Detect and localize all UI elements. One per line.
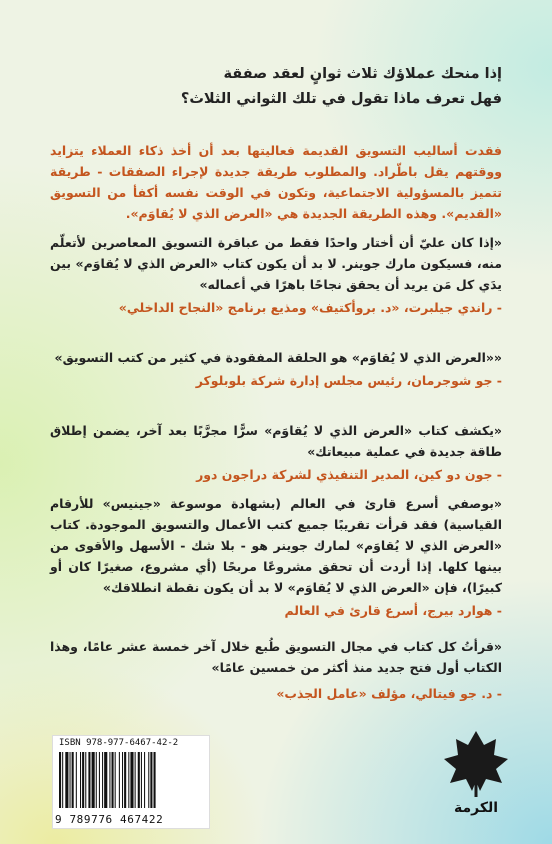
barcode-bar bbox=[92, 752, 95, 808]
endorsement-quote-5: «قرأتُ كل كتاب في مجال التسويق طُبع خلال آخر خمسة عشر عامًا، وهذا الكتاب أول فتح جديد منذ أكثر من خمسين عامًا» bbox=[50, 639, 502, 675]
isbn-barcode bbox=[52, 735, 210, 829]
barcode-bar bbox=[130, 752, 133, 808]
isbn-label: ISBN 978-977-6467-42-2 bbox=[59, 738, 179, 748]
barcode-bar bbox=[122, 752, 123, 808]
barcode-bar bbox=[72, 752, 74, 808]
barcode-bar bbox=[76, 752, 77, 808]
endorsement-author-3: - جون دو كين، المدير التنفيذي لشركة دراجون دور bbox=[196, 467, 502, 482]
barcode-bar bbox=[96, 752, 97, 808]
barcode-bar bbox=[148, 752, 149, 808]
endorsement-author-1: - راندي جيلبرت، «د. بروأكتيف» ومذيع برنامج «النجاح الداخلي» bbox=[118, 300, 502, 315]
barcode-bar bbox=[119, 752, 120, 808]
barcode-bar bbox=[99, 752, 100, 808]
barcode-bar bbox=[65, 752, 68, 808]
barcode-bar bbox=[109, 752, 110, 808]
barcode-digits: 9 789776 467422 bbox=[55, 813, 164, 826]
barcode-bar bbox=[62, 752, 63, 808]
endorsement-quote-1: «إذا كان عليّ أن أختار واحدًا فقط من عباقرة التسويق المعاصرين لأتعلّم منه، فسيكون مارك جوينر. لا بد أن يكون كتاب «العرض الذي لا يُقاوَم» بين يدَي كل مَن يريد أن يحقق نجاحًا باهرًا في أعماله» bbox=[50, 235, 502, 292]
barcode-bar bbox=[115, 752, 116, 808]
barcode-bar bbox=[150, 752, 152, 808]
barcode-bar bbox=[154, 752, 156, 808]
barcode-bar bbox=[144, 752, 145, 808]
barcode-bars bbox=[59, 752, 205, 808]
endorsement-quote-4: «بوصفي أسرع قارئ في العالم (بشهادة موسوعة «جينيس» للأرقام القياسية) فقد قرأت تقريبًا جميع كتب الأعمال والتسويق الموجودة. كتاب «العرض الذي لا يُقاوَم» لمارك جوينر هو - بلا شك - الأسهل والأقوى من بينها كلها. إذا أردت أن تحقق مشروعًا مربحًا (أي مشروع، صغيرًا كان أو كبيرًا)، فإن «العرض الذي لا يُقاوَم» لا بد أن يكون نقطة انطلاقك» bbox=[50, 496, 502, 595]
publisher-name: الكرمة bbox=[453, 800, 499, 816]
lead-paragraph: فقدت أساليب التسويق القديمة فعاليتها بعد أن أخذ ذكاء العملاء يتزايد ووقتهم يقل باطّراد. والمطلوب طريقة جديدة لإجراء الصفقات - طريقة تتميز بالمسؤولية الاجتماعية، وتكون في الوقت نفسه أكفأ من التسويق «القديم». وهذه الطريقة الجديدة هي «العرض الذي لا يُقاوَم». bbox=[50, 143, 502, 221]
barcode-bar bbox=[135, 752, 136, 808]
endorsement-author-2: - جو شوجرمان، رئيس مجلس إدارة شركة بلوبلوكر bbox=[195, 373, 502, 388]
barcode-bar bbox=[82, 752, 84, 808]
barcode-bar bbox=[88, 752, 90, 808]
grape-leaf-icon bbox=[440, 725, 512, 805]
barcode-bar bbox=[128, 752, 129, 808]
barcode-bar bbox=[80, 752, 81, 808]
headline-line-2: فهل تعرف ماذا تقول في تلك الثواني الثلاث؟ bbox=[180, 91, 502, 107]
headline-line-1: إذا منحك عملاؤك ثلاث ثوانٍ لعقد صفقة bbox=[223, 66, 502, 82]
barcode-bar bbox=[104, 752, 107, 808]
barcode-bar bbox=[59, 752, 61, 808]
endorsement-author-5: - د. جو فيتالي، مؤلف «عامل الجذب» bbox=[276, 686, 502, 701]
endorsement-quote-2: ««العرض الذي لا يُقاوَم» هو الحلقة المفقودة في كثير من كتب التسويق» bbox=[54, 350, 502, 365]
barcode-bar bbox=[102, 752, 103, 808]
barcode-bar bbox=[70, 752, 71, 808]
barcode-bar bbox=[85, 752, 86, 808]
endorsement-quote-3: «يكشف كتاب «العرض الذي لا يُقاوَم» سرًّا مجرَّبًا بعد آخر، يضمن إطلاق طاقة جديدة في عملية مبيعاتك» bbox=[50, 423, 502, 459]
barcode-bar bbox=[112, 752, 114, 808]
barcode-bar bbox=[138, 752, 140, 808]
barcode-bar bbox=[124, 752, 126, 808]
endorsement-author-4: - هوارد بيرج، أسرع قارئ في العالم bbox=[284, 603, 502, 618]
headline bbox=[50, 62, 502, 112]
barcode-bar bbox=[141, 752, 142, 808]
